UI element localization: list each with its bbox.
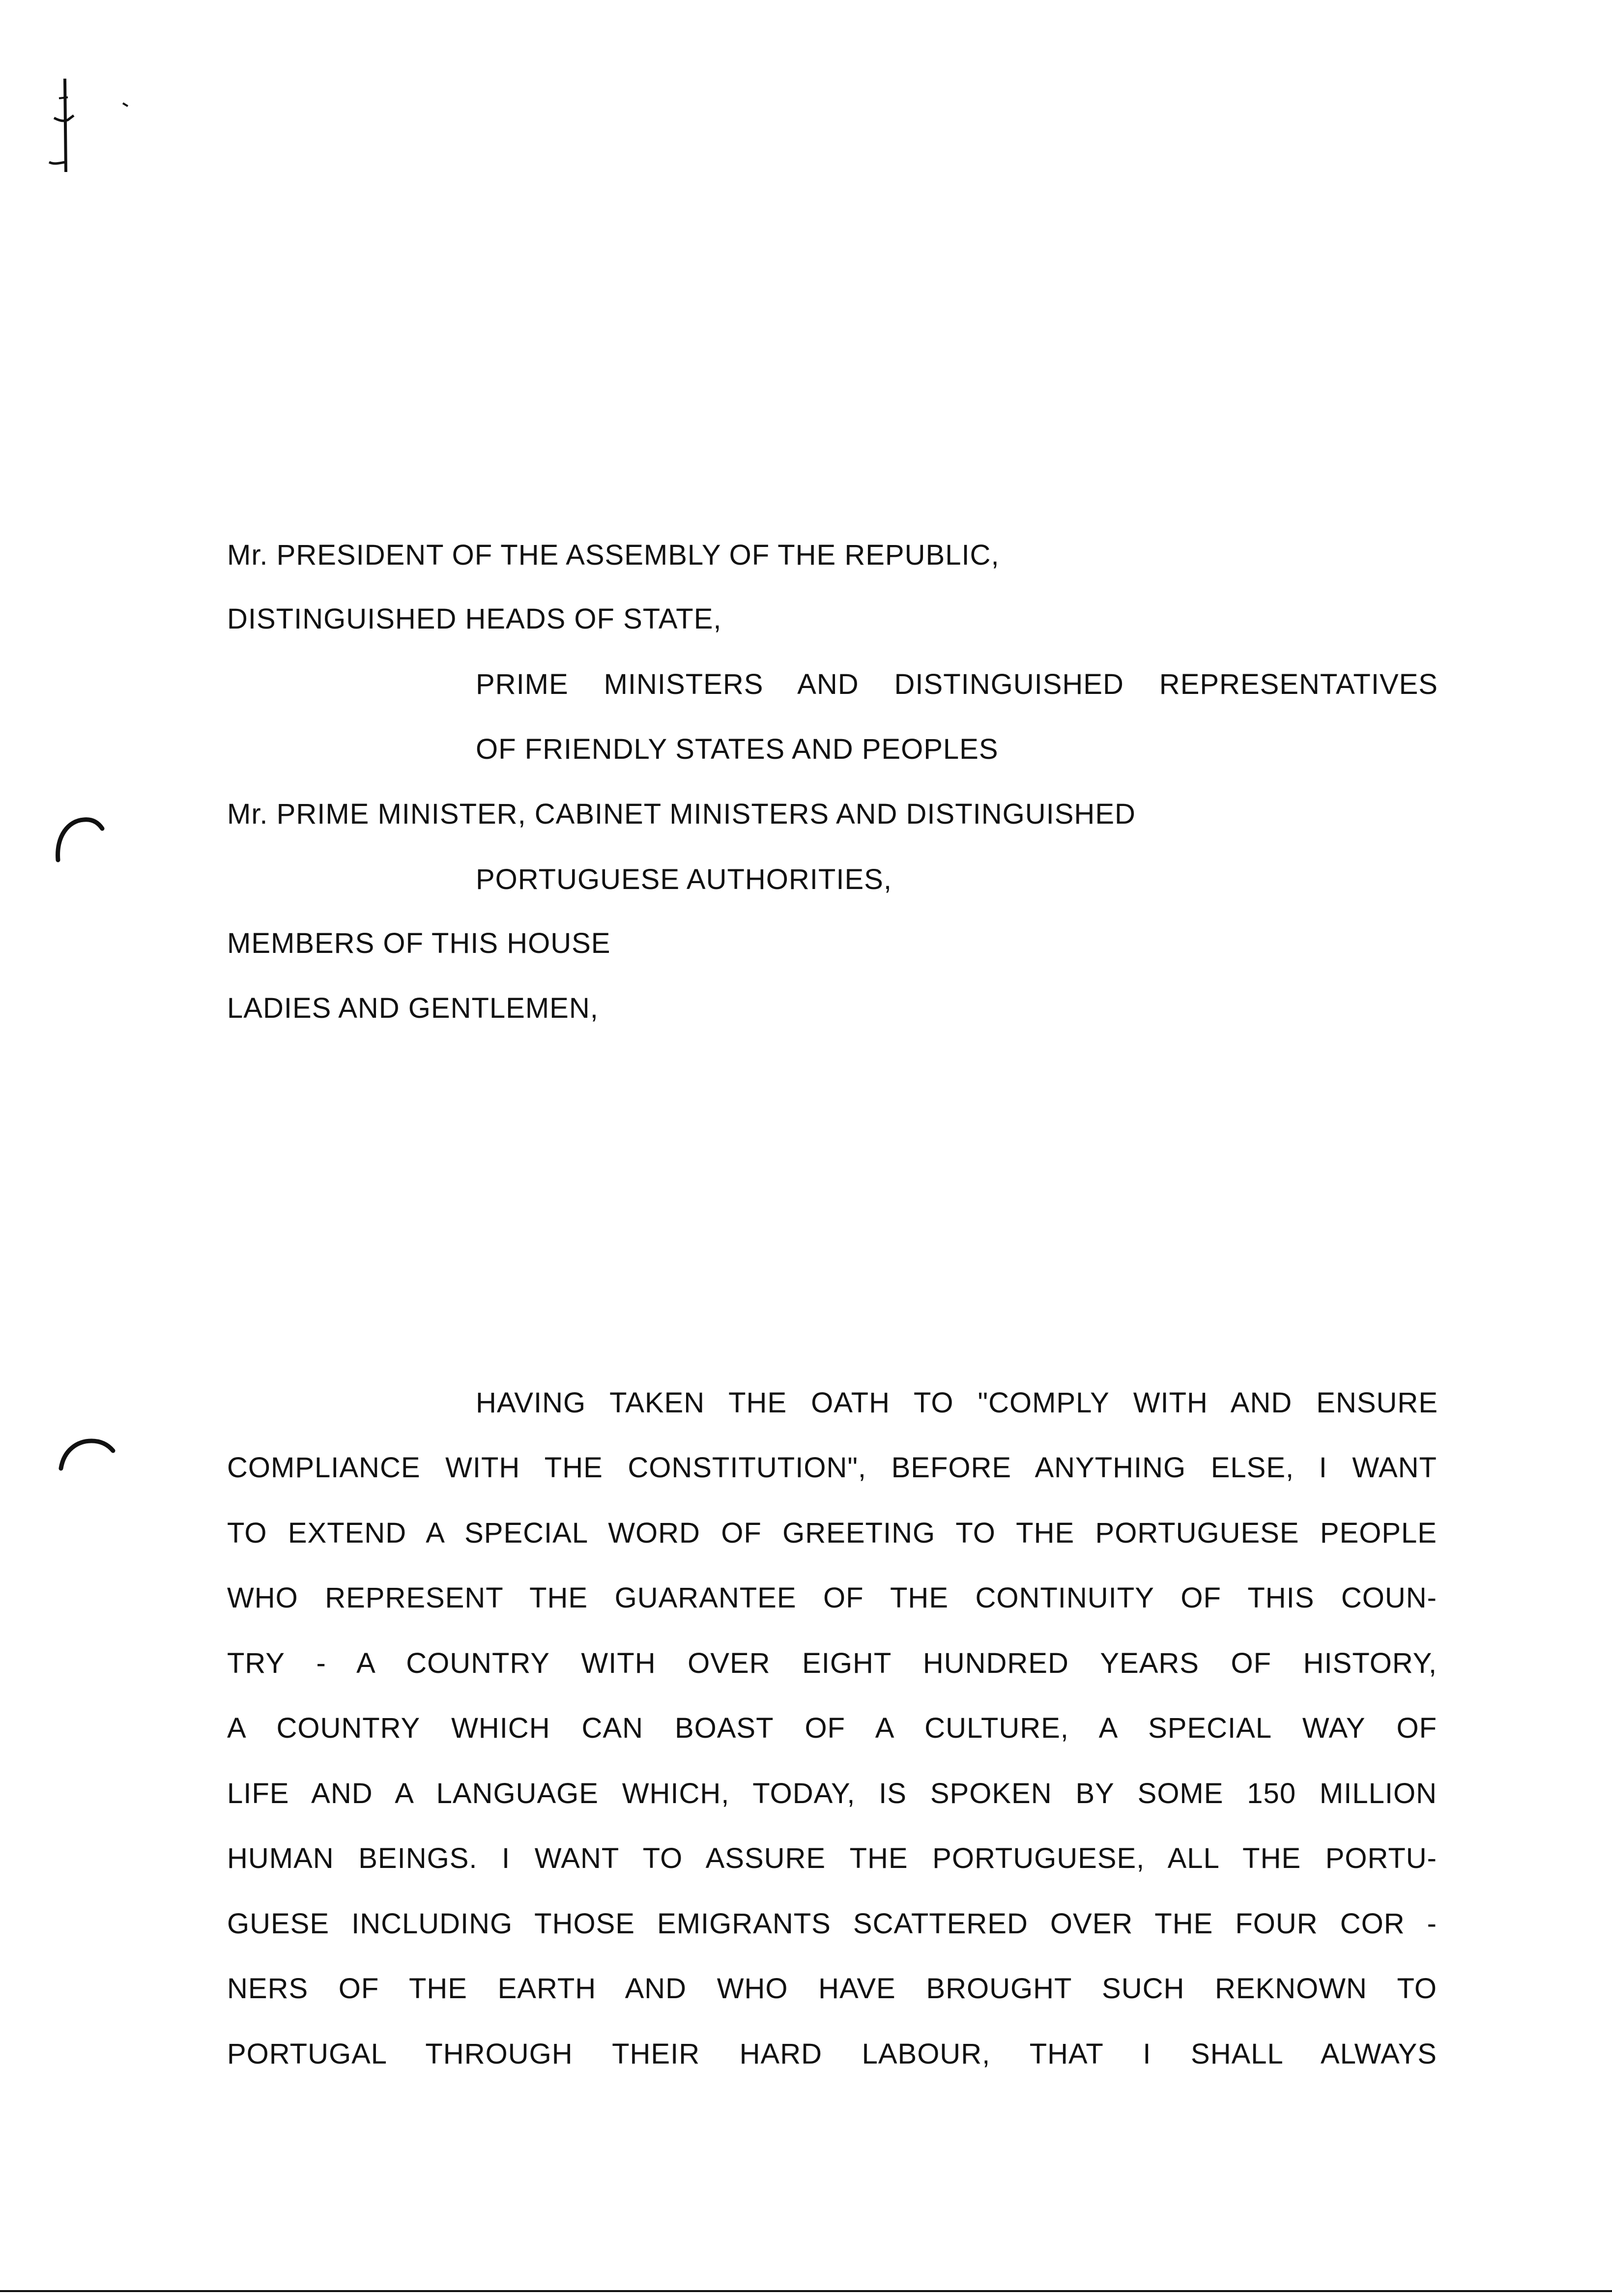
body-line-10: NERS OF THE EARTH AND WHO HAVE BROUGHT SUCH REKNOWN TO <box>227 1973 1437 2005</box>
salutation-line-6: PORTUGUESE AUTHORITIES, <box>476 863 892 895</box>
body-line-1: HAVING TAKEN THE OATH TO "COMPLY WITH AND ENSURE <box>476 1387 1438 1419</box>
body-line-11: PORTUGAL THROUGH THEIR HARD LABOUR, THAT I SHALL ALWAYS <box>227 2038 1437 2070</box>
body-line-4: WHO REPRESENT THE GUARANTEE OF THE CONTINUITY OF THIS COUN- <box>227 1582 1437 1614</box>
salutation-line-3: PRIME MINISTERS AND DISTINGUISHED REPRESENTATIVES <box>476 668 1438 700</box>
bracket-mark-icon <box>49 811 108 865</box>
salutation-line-7: MEMBERS OF THIS HOUSE <box>227 927 611 959</box>
bracket-mark-icon <box>54 1430 118 1474</box>
body-line-9: GUESE INCLUDING THOSE EMIGRANTS SCATTERED OVER THE FOUR COR - <box>227 1908 1437 1940</box>
salutation-line-8: LADIES AND GENTLEMEN, <box>227 992 599 1024</box>
body-line-6: A COUNTRY WHICH CAN BOAST OF A CULTURE, A SPECIAL WAY OF <box>227 1712 1437 1744</box>
body-line-2: COMPLIANCE WITH THE CONSTITUTION", BEFORE ANYTHING ELSE, I WANT <box>227 1452 1437 1484</box>
salutation-line-5: Mr. PRIME MINISTER, CABINET MINISTERS AND DISTINGUISHED <box>227 798 1136 830</box>
salutation-line-4: OF FRIENDLY STATES AND PEOPLES <box>476 733 999 765</box>
salutation-line-1: Mr. PRESIDENT OF THE ASSEMBLY OF THE REPUBLIC, <box>227 539 1000 571</box>
bottom-rule <box>0 2290 1612 2292</box>
body-line-8: HUMAN BEINGS. I WANT TO ASSURE THE PORTUGUESE, ALL THE PORTU- <box>227 1842 1437 1874</box>
body-line-5: TRY - A COUNTRY WITH OVER EIGHT HUNDRED YEARS OF HISTORY, <box>227 1647 1437 1679</box>
punch-mark-icon <box>39 69 138 187</box>
salutation-line-2: DISTINGUISHED HEADS OF STATE, <box>227 603 722 635</box>
body-line-7: LIFE AND A LANGUAGE WHICH, TODAY, IS SPOKEN BY SOME 150 MILLION <box>227 1778 1437 1809</box>
body-line-3: TO EXTEND A SPECIAL WORD OF GREETING TO THE PORTUGUESE PEOPLE <box>227 1517 1437 1549</box>
